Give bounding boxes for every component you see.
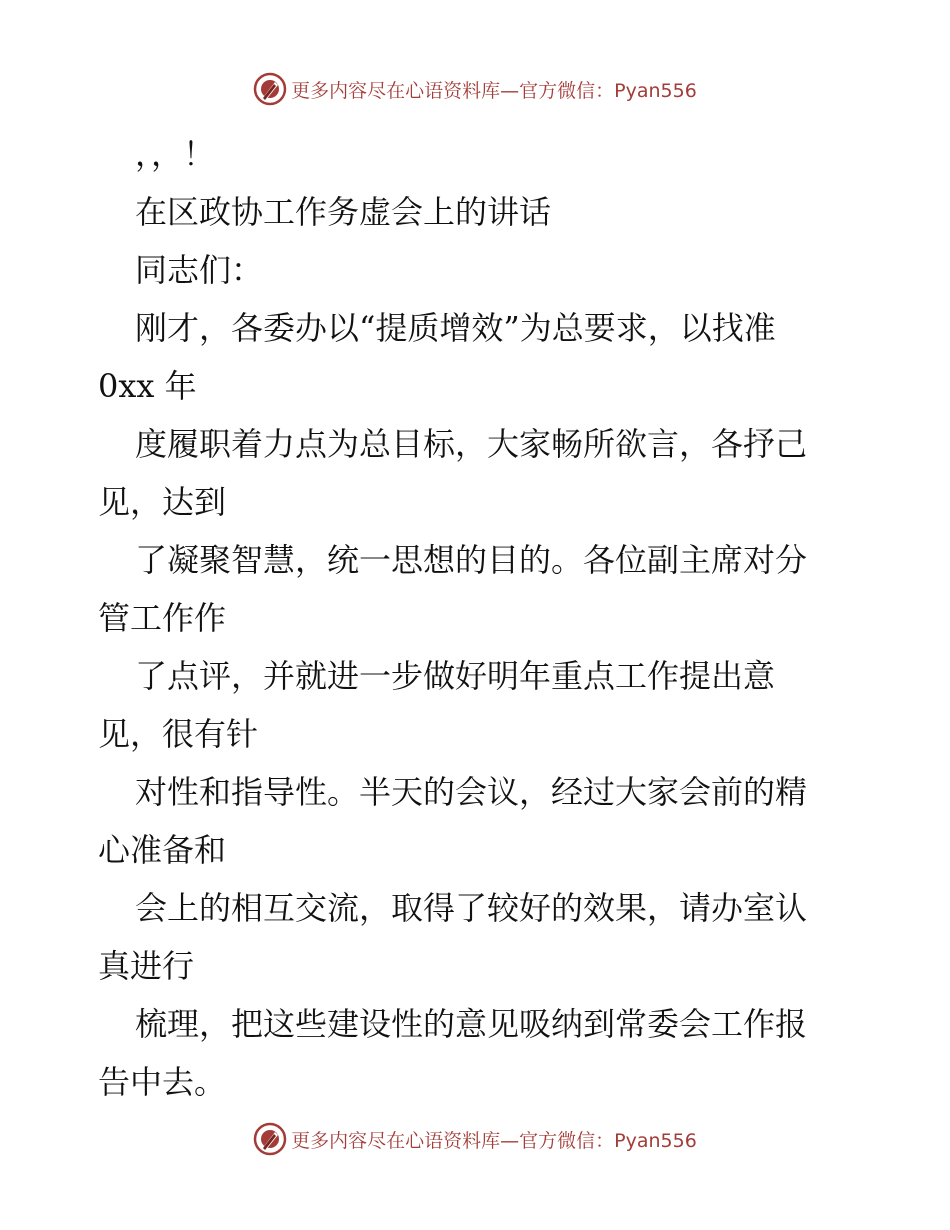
footer-watermark xyxy=(0,1122,950,1156)
watermark-text: 更多内容尽在心语资料库—官方微信：Pyan556 xyxy=(291,79,697,102)
text-line: 见，很有针 xyxy=(98,715,259,753)
text-line: 心准备和 xyxy=(98,831,227,869)
text-line: 见，达到 xyxy=(98,483,227,521)
text-line: 管工作作 xyxy=(98,599,227,637)
text-line: 了点评，并就进一步做好明年重点工作提出意 xyxy=(135,657,776,695)
pen-nib-logo-icon xyxy=(253,72,287,106)
text-line: 刚才，各委办以“提质增效”为总要求，以找准 xyxy=(135,309,776,347)
text-line: 度履职着力点为总目标，大家畅所欲言，各抒己 xyxy=(135,425,808,463)
document-title: 在区政协工作务虚会上的讲话 xyxy=(135,193,552,231)
text-line: 梳理，把这些建设性的意见吸纳到常委会工作报 xyxy=(135,1005,808,1043)
header-watermark xyxy=(0,72,950,106)
text-line: 了凝聚智慧，统一思想的目的。各位副主席对分 xyxy=(135,541,808,579)
salutation: 同志们： xyxy=(135,251,264,289)
text-line: 会上的相互交流，取得了较好的效果，请办室认 xyxy=(135,889,808,927)
text-line: 对性和指导性。半天的会议，经过大家会前的精 xyxy=(135,773,808,811)
text-line: 告中去。 xyxy=(98,1063,227,1101)
text-line: 0xx 年 xyxy=(98,367,197,405)
text-line: ，，！ xyxy=(135,135,216,173)
pen-nib-logo-icon xyxy=(253,1122,287,1156)
watermark-text: 更多内容尽在心语资料库—官方微信：Pyan556 xyxy=(291,1129,697,1152)
text-line: 真进行 xyxy=(98,947,195,985)
document-body xyxy=(98,125,858,1111)
